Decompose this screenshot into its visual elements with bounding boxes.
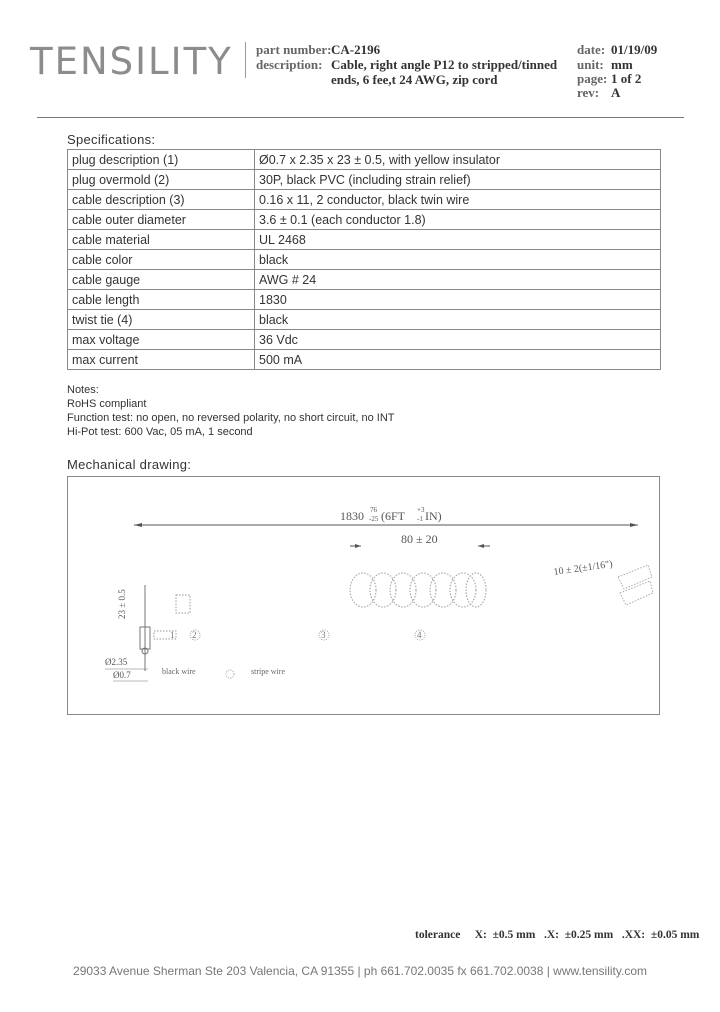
strip-length-label: 10 ± 2(±1/16") bbox=[552, 558, 614, 578]
stripe-wire-label: stripe wire bbox=[251, 667, 285, 676]
black-wire-label: black wire bbox=[162, 667, 196, 676]
spec-value: 36 Vdc bbox=[255, 330, 661, 350]
callout-4: 4 bbox=[417, 630, 422, 640]
callout-2: 2 bbox=[192, 630, 197, 640]
page-value: 1 of 2 bbox=[611, 71, 642, 86]
spec-row bbox=[68, 270, 661, 290]
overall-length-tol-plus: 76 bbox=[370, 506, 377, 514]
rev-value: A bbox=[611, 85, 621, 100]
specifications-title: Specifications: bbox=[67, 132, 156, 147]
note-line: Function test: no open, no reversed polarity, no short circuit, no INT bbox=[67, 412, 395, 424]
date-label: date: bbox=[577, 42, 606, 57]
specifications-table bbox=[67, 149, 661, 370]
spec-row bbox=[68, 290, 661, 310]
spec-value: black bbox=[255, 250, 661, 270]
company-logo: TENSILITY bbox=[30, 40, 233, 83]
spec-key: max current bbox=[68, 350, 255, 370]
spec-value: 30P, black PVC (including strain relief) bbox=[255, 170, 661, 190]
spec-value: 0.16 x 11, 2 conductor, black twin wire bbox=[255, 190, 661, 210]
callout-1: 1 bbox=[170, 630, 175, 640]
overall-length-tol-minus: -25 bbox=[369, 515, 379, 523]
spec-row bbox=[68, 310, 661, 330]
dim-arrow-left bbox=[134, 523, 142, 527]
spec-key: cable color bbox=[68, 250, 255, 270]
spec-row bbox=[68, 170, 661, 190]
note-line: Hi-Pot test: 600 Vac, 05 mA, 1 second bbox=[67, 426, 253, 438]
coil-dimension-label: 80 ± 20 bbox=[401, 532, 438, 546]
notes-block bbox=[67, 383, 395, 439]
rev-label: rev: bbox=[577, 85, 600, 100]
tolerance-xxx: .XX: ±0.05 mm bbox=[621, 929, 700, 941]
outer-diameter-label: Ø2.35 bbox=[105, 657, 128, 667]
spec-value: UL 2468 bbox=[255, 230, 661, 250]
mechanical-drawing bbox=[68, 477, 659, 714]
page-label: page: bbox=[577, 71, 608, 86]
tolerance-xx: .X: ±0.25 mm bbox=[543, 929, 614, 941]
overall-length-imperial: (6FT bbox=[381, 509, 405, 523]
logo-divider bbox=[245, 42, 246, 78]
inner-diameter-label: Ø0.7 bbox=[113, 670, 131, 680]
spec-value: 1830 bbox=[255, 290, 661, 310]
overall-length-label: 1830 bbox=[340, 509, 364, 523]
mechanical-drawing-title: Mechanical drawing: bbox=[67, 457, 192, 472]
spec-value: AWG # 24 bbox=[255, 270, 661, 290]
dim-arrow-right bbox=[630, 523, 638, 527]
note-line: RoHS compliant bbox=[67, 398, 147, 410]
spec-key: twist tie (4) bbox=[68, 310, 255, 330]
callout-3: 3 bbox=[321, 630, 326, 640]
imperial-tol-plus: +3 bbox=[417, 506, 425, 514]
spec-value: black bbox=[255, 310, 661, 330]
spec-row bbox=[68, 250, 661, 270]
spec-row bbox=[68, 150, 661, 170]
spec-row bbox=[68, 230, 661, 250]
spec-row bbox=[68, 330, 661, 350]
imperial-end: IN) bbox=[425, 509, 442, 523]
tolerance-x: X: ±0.5 mm bbox=[474, 929, 536, 941]
tolerance-label: tolerance bbox=[415, 929, 461, 941]
footer-address: 29033 Avenue Sherman Ste 203 Valencia, CA 91355 | ph 661.702.0035 fx 661.702.0038 | www.tensility.com bbox=[73, 964, 647, 978]
spec-key: max voltage bbox=[68, 330, 255, 350]
part-number-value: CA-2196 bbox=[331, 42, 381, 57]
description-value: Cable, right angle P12 to stripped/tinned ends, 6 fee,t 24 AWG, zip cord bbox=[331, 57, 558, 87]
spec-value: Ø0.7 x 2.35 x 23 ± 0.5, with yellow insulator bbox=[255, 150, 661, 170]
spec-row bbox=[68, 190, 661, 210]
spec-key: cable length bbox=[68, 290, 255, 310]
spec-key: plug description (1) bbox=[68, 150, 255, 170]
imperial-tol-minus: -1 bbox=[417, 515, 423, 523]
spec-key: plug overmold (2) bbox=[68, 170, 255, 190]
spec-key: cable description (3) bbox=[68, 190, 255, 210]
stripped-ends bbox=[618, 565, 653, 605]
part-number-label: part number: bbox=[256, 42, 332, 57]
plug-length-label: 23 ± 0.5 bbox=[117, 589, 127, 619]
tolerance-block bbox=[415, 929, 699, 941]
unit-value: mm bbox=[611, 57, 633, 72]
spec-key: cable gauge bbox=[68, 270, 255, 290]
date-value: 01/19/09 bbox=[611, 42, 658, 57]
spec-row bbox=[68, 350, 661, 370]
spec-key: cable outer diameter bbox=[68, 210, 255, 230]
unit-label: unit: bbox=[577, 57, 604, 72]
notes-title: Notes: bbox=[67, 384, 99, 396]
spec-value: 3.6 ± 0.1 (each conductor 1.8) bbox=[255, 210, 661, 230]
spec-value: 500 mA bbox=[255, 350, 661, 370]
spec-row bbox=[68, 210, 661, 230]
header-rule bbox=[37, 117, 684, 118]
cable-cross-section bbox=[226, 670, 234, 678]
description-label: description: bbox=[256, 57, 323, 72]
mechanical-drawing-box bbox=[67, 476, 660, 715]
coiled-cable bbox=[350, 573, 486, 607]
spec-key: cable material bbox=[68, 230, 255, 250]
